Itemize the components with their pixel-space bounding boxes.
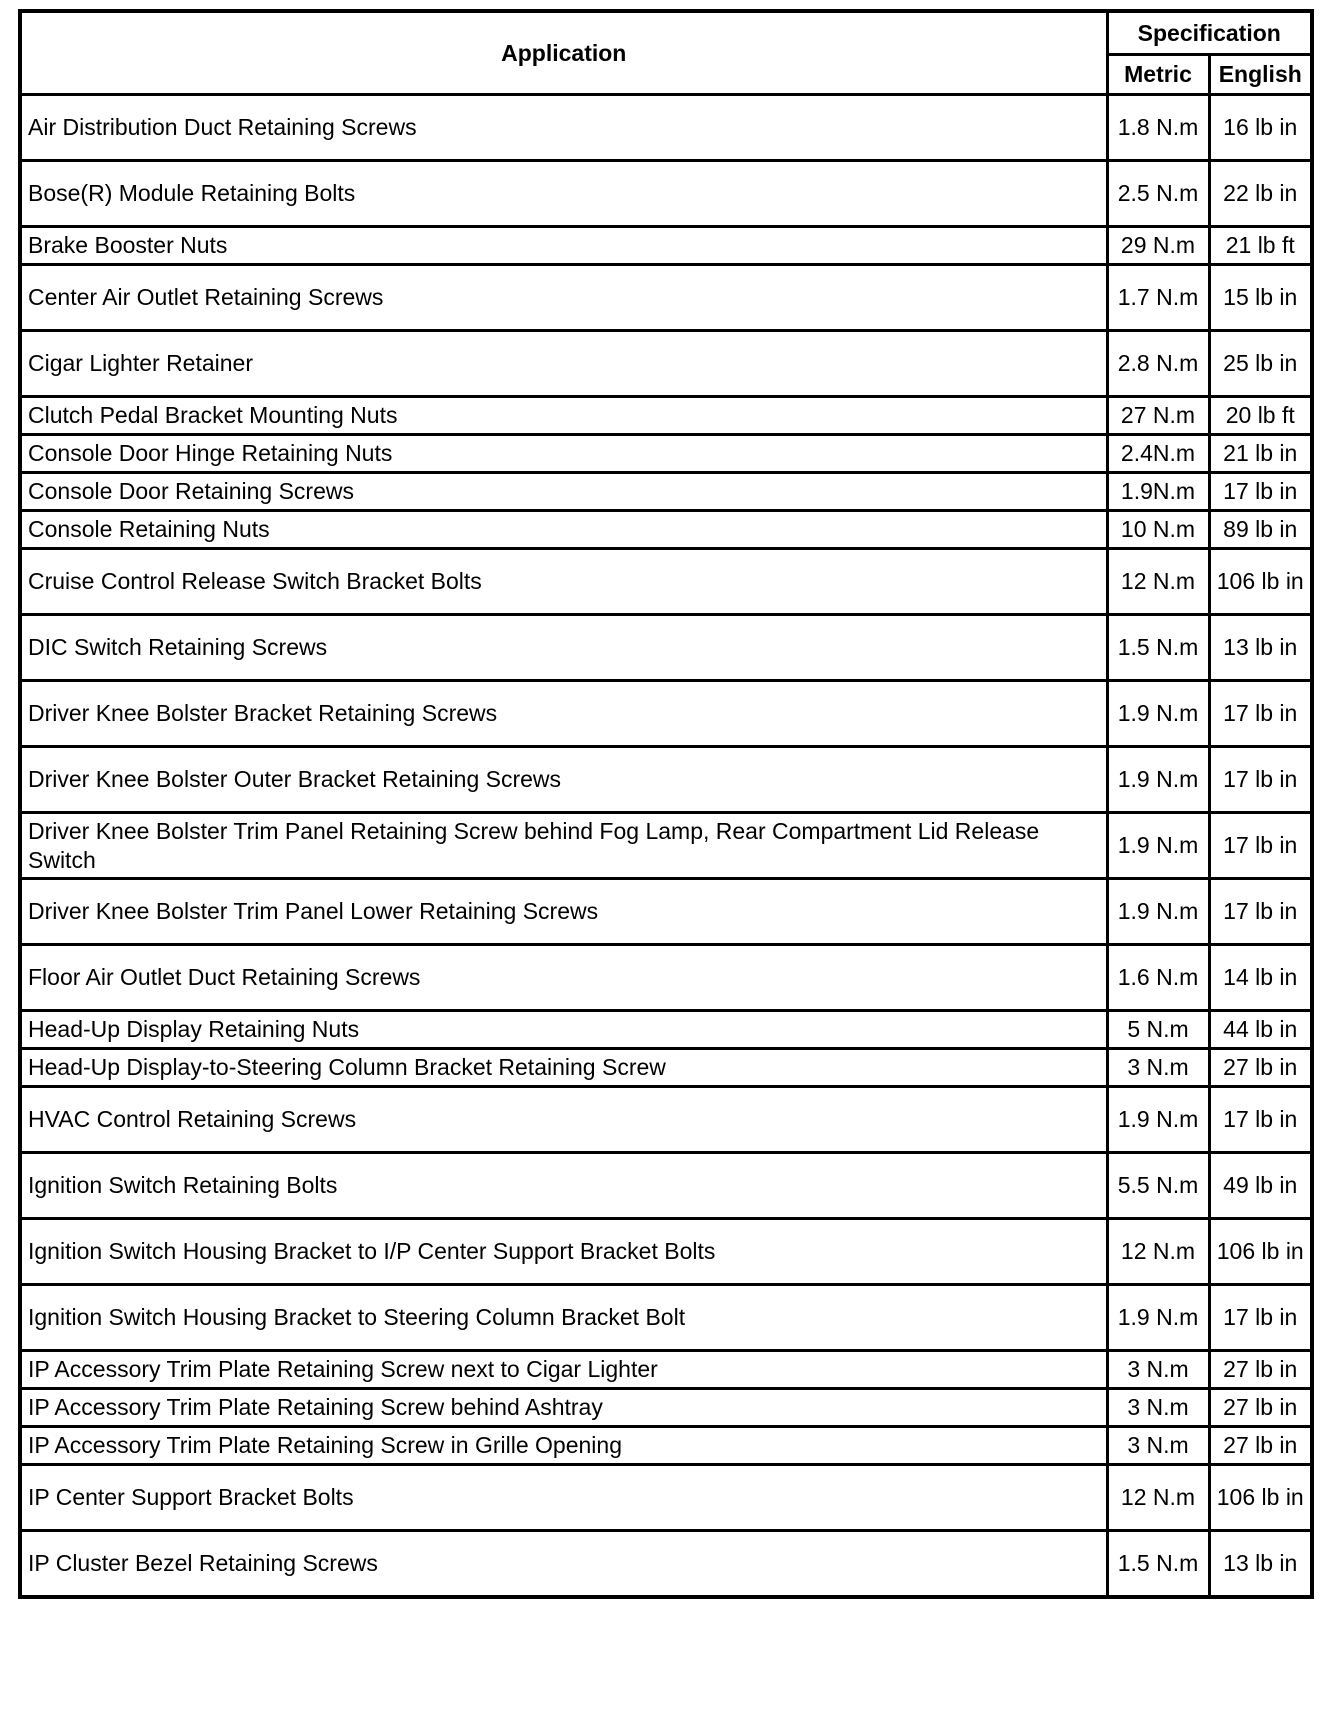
table-row — [20, 473, 1312, 511]
table-row — [20, 1465, 1312, 1531]
application-cell: IP Center Support Bracket Bolts — [20, 1465, 1107, 1531]
english-cell: 44 lb in — [1209, 1011, 1312, 1049]
application-cell: Air Distribution Duct Retaining Screws — [20, 95, 1107, 161]
english-cell: 16 lb in — [1209, 95, 1312, 161]
metric-cell: 3 N.m — [1107, 1427, 1209, 1465]
application-cell: Driver Knee Bolster Outer Bracket Retaining Screws — [20, 747, 1107, 813]
metric-cell: 1.9 N.m — [1107, 1285, 1209, 1351]
english-cell: 106 lb in — [1209, 1219, 1312, 1285]
table-row — [20, 1427, 1312, 1465]
metric-cell: 2.4N.m — [1107, 435, 1209, 473]
table-row — [20, 549, 1312, 615]
metric-cell: 2.5 N.m — [1107, 161, 1209, 227]
english-cell: 14 lb in — [1209, 945, 1312, 1011]
table-row — [20, 161, 1312, 227]
table-row — [20, 1219, 1312, 1285]
table-row — [20, 1049, 1312, 1087]
application-cell: Ignition Switch Housing Bracket to I/P Center Support Bracket Bolts — [20, 1219, 1107, 1285]
table-row — [20, 945, 1312, 1011]
application-cell: Ignition Switch Housing Bracket to Steering Column Bracket Bolt — [20, 1285, 1107, 1351]
metric-cell: 27 N.m — [1107, 397, 1209, 435]
metric-cell: 1.5 N.m — [1107, 1531, 1209, 1598]
english-cell: 21 lb in — [1209, 435, 1312, 473]
application-cell: Center Air Outlet Retaining Screws — [20, 265, 1107, 331]
metric-cell: 12 N.m — [1107, 1465, 1209, 1531]
english-cell: 27 lb in — [1209, 1049, 1312, 1087]
english-cell: 13 lb in — [1209, 1531, 1312, 1598]
english-cell: 15 lb in — [1209, 265, 1312, 331]
header-english: English — [1209, 55, 1312, 95]
metric-cell: 29 N.m — [1107, 227, 1209, 265]
application-cell: Driver Knee Bolster Trim Panel Lower Retaining Screws — [20, 879, 1107, 945]
english-cell: 25 lb in — [1209, 331, 1312, 397]
application-cell: Head-Up Display-to-Steering Column Bracket Retaining Screw — [20, 1049, 1107, 1087]
application-cell: Cigar Lighter Retainer — [20, 331, 1107, 397]
table-row — [20, 1351, 1312, 1389]
application-cell: Cruise Control Release Switch Bracket Bolts — [20, 549, 1107, 615]
application-cell: Driver Knee Bolster Trim Panel Retaining Screw behind Fog Lamp, Rear Compartment Lid Release Switch — [20, 813, 1107, 879]
table-row — [20, 1285, 1312, 1351]
metric-cell: 1.9 N.m — [1107, 747, 1209, 813]
english-cell: 49 lb in — [1209, 1153, 1312, 1219]
english-cell: 17 lb in — [1209, 1285, 1312, 1351]
table-row — [20, 879, 1312, 945]
english-cell: 89 lb in — [1209, 511, 1312, 549]
english-cell: 27 lb in — [1209, 1351, 1312, 1389]
metric-cell: 10 N.m — [1107, 511, 1209, 549]
header-application: Application — [20, 11, 1107, 95]
metric-cell: 1.9 N.m — [1107, 1087, 1209, 1153]
application-cell: Brake Booster Nuts — [20, 227, 1107, 265]
english-cell: 17 lb in — [1209, 473, 1312, 511]
table-row — [20, 1153, 1312, 1219]
metric-cell: 2.8 N.m — [1107, 331, 1209, 397]
metric-cell: 1.9N.m — [1107, 473, 1209, 511]
application-cell: HVAC Control Retaining Screws — [20, 1087, 1107, 1153]
application-cell: IP Accessory Trim Plate Retaining Screw in Grille Opening — [20, 1427, 1107, 1465]
table-row — [20, 1389, 1312, 1427]
application-cell: Console Retaining Nuts — [20, 511, 1107, 549]
table-row — [20, 813, 1312, 879]
metric-cell: 1.9 N.m — [1107, 879, 1209, 945]
metric-cell: 1.8 N.m — [1107, 95, 1209, 161]
metric-cell: 3 N.m — [1107, 1389, 1209, 1427]
table-row — [20, 227, 1312, 265]
metric-cell: 5.5 N.m — [1107, 1153, 1209, 1219]
application-cell: Clutch Pedal Bracket Mounting Nuts — [20, 397, 1107, 435]
english-cell: 106 lb in — [1209, 1465, 1312, 1531]
metric-cell: 1.6 N.m — [1107, 945, 1209, 1011]
english-cell: 17 lb in — [1209, 747, 1312, 813]
table-row — [20, 95, 1312, 161]
english-cell: 106 lb in — [1209, 549, 1312, 615]
metric-cell: 12 N.m — [1107, 1219, 1209, 1285]
table-row — [20, 435, 1312, 473]
table-body — [20, 95, 1312, 1598]
english-cell: 22 lb in — [1209, 161, 1312, 227]
table-row — [20, 1531, 1312, 1598]
english-cell: 17 lb in — [1209, 879, 1312, 945]
metric-cell: 1.7 N.m — [1107, 265, 1209, 331]
metric-cell: 3 N.m — [1107, 1049, 1209, 1087]
english-cell: 27 lb in — [1209, 1389, 1312, 1427]
metric-cell: 1.5 N.m — [1107, 615, 1209, 681]
table-row — [20, 397, 1312, 435]
application-cell: IP Accessory Trim Plate Retaining Screw behind Ashtray — [20, 1389, 1107, 1427]
metric-cell: 3 N.m — [1107, 1351, 1209, 1389]
english-cell: 27 lb in — [1209, 1427, 1312, 1465]
table-row — [20, 1087, 1312, 1153]
english-cell: 20 lb ft — [1209, 397, 1312, 435]
metric-cell: 12 N.m — [1107, 549, 1209, 615]
metric-cell: 1.9 N.m — [1107, 681, 1209, 747]
table-row — [20, 615, 1312, 681]
application-cell: Head-Up Display Retaining Nuts — [20, 1011, 1107, 1049]
application-cell: Console Door Retaining Screws — [20, 473, 1107, 511]
torque-spec-table — [18, 9, 1314, 1599]
english-cell: 17 lb in — [1209, 1087, 1312, 1153]
table-row — [20, 265, 1312, 331]
application-cell: Console Door Hinge Retaining Nuts — [20, 435, 1107, 473]
header-specification: Specification — [1107, 11, 1312, 55]
header-metric: Metric — [1107, 55, 1209, 95]
english-cell: 13 lb in — [1209, 615, 1312, 681]
english-cell: 17 lb in — [1209, 681, 1312, 747]
table-row — [20, 681, 1312, 747]
table-row — [20, 511, 1312, 549]
english-cell: 17 lb in — [1209, 813, 1312, 879]
application-cell: Ignition Switch Retaining Bolts — [20, 1153, 1107, 1219]
application-cell: Driver Knee Bolster Bracket Retaining Screws — [20, 681, 1107, 747]
application-cell: Bose(R) Module Retaining Bolts — [20, 161, 1107, 227]
table-row — [20, 1011, 1312, 1049]
application-cell: IP Accessory Trim Plate Retaining Screw next to Cigar Lighter — [20, 1351, 1107, 1389]
english-cell: 21 lb ft — [1209, 227, 1312, 265]
metric-cell: 5 N.m — [1107, 1011, 1209, 1049]
metric-cell: 1.9 N.m — [1107, 813, 1209, 879]
table-row — [20, 747, 1312, 813]
table-row — [20, 331, 1312, 397]
application-cell: Floor Air Outlet Duct Retaining Screws — [20, 945, 1107, 1011]
application-cell: DIC Switch Retaining Screws — [20, 615, 1107, 681]
application-cell: IP Cluster Bezel Retaining Screws — [20, 1531, 1107, 1598]
